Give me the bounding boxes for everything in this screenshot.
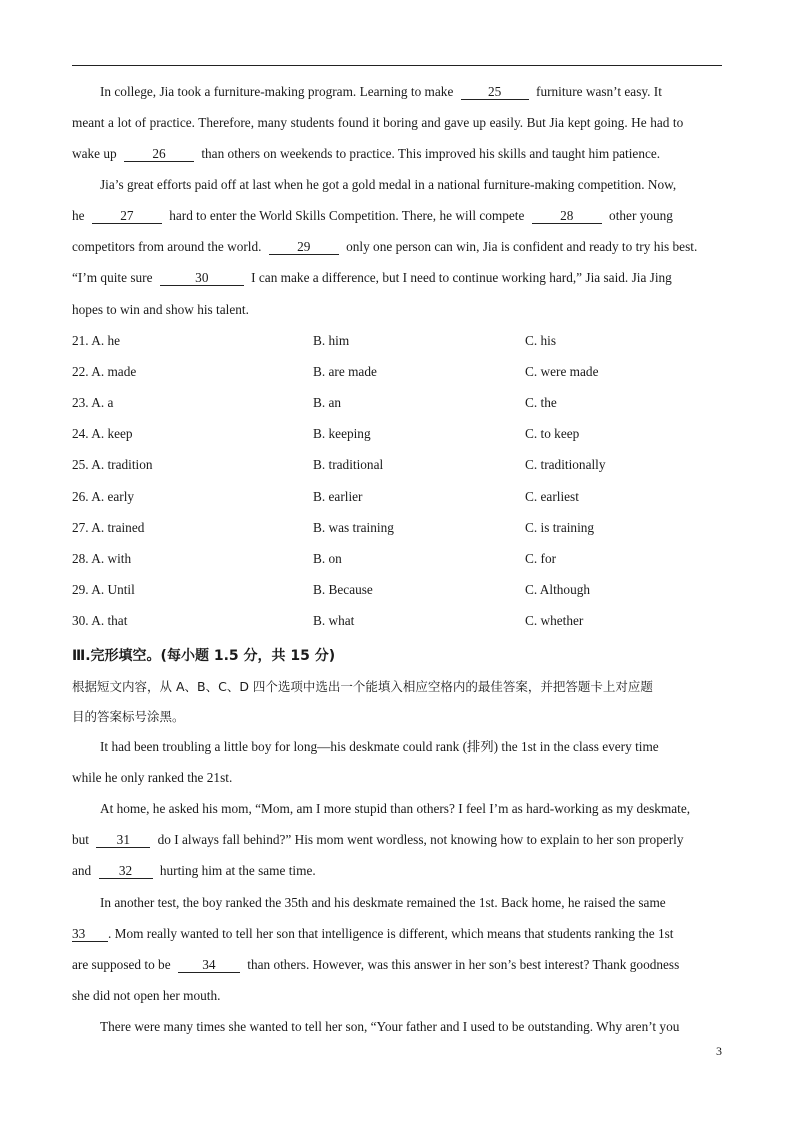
option-a[interactable]: 22. A. made [72, 364, 137, 379]
option-c[interactable]: C. the [525, 395, 557, 410]
blank-27[interactable]: 27 [92, 209, 162, 224]
option-c[interactable]: C. whether [525, 613, 584, 628]
option-b[interactable]: B. are made [313, 364, 377, 379]
header-rule [72, 65, 722, 66]
option-c[interactable]: C. to keep [525, 426, 580, 441]
passage2-line: but 31 do I always fall behind?” His mom went wordless, not knowing how to explain to her son properly [72, 832, 684, 847]
passage2-line: while he only ranked the 21st. [72, 770, 233, 785]
blank-32[interactable]: 32 [99, 864, 153, 879]
option-c[interactable]: C. for [525, 551, 557, 566]
option-c[interactable]: C. his [525, 333, 557, 348]
passage2-line: In another test, the boy ranked the 35th and his deskmate remained the 1st. Back home, he raised the same [100, 895, 666, 910]
option-a[interactable]: 29. A. Until [72, 582, 135, 597]
option-a[interactable]: 21. A. he [72, 333, 121, 348]
section-instructions: 根据短文内容，从 A、B、C、D 四个选项中选出一个能填入相应空格内的最佳答案，并把答题卡上对应题 [72, 679, 653, 694]
option-a[interactable]: 28. A. with [72, 551, 132, 566]
passage1-line: wake up 26 than others on weekends to practice. This improved his skills and taught him patience. [72, 146, 661, 161]
option-a[interactable]: 24. A. keep [72, 426, 133, 441]
passage1-line: hopes to win and show his talent. [72, 302, 249, 317]
passage2-line: 33 . Mom really wanted to tell her son that intelligence is different, which means that students ranking the 1st [72, 926, 674, 941]
passage2-line: At home, he asked his mom, “Mom, am I more stupid than others? I feel I’m as hard-working as my deskmate, [100, 801, 691, 816]
option-a[interactable]: 23. A. a [72, 395, 114, 410]
blank-28[interactable]: 28 [532, 209, 602, 224]
option-b[interactable]: B. Because [313, 582, 373, 597]
passage2-line: and 32 hurting him at the same time. [72, 863, 316, 878]
option-a[interactable]: 26. A. early [72, 489, 135, 504]
option-a[interactable]: 25. A. tradition [72, 457, 153, 472]
option-b[interactable]: B. an [313, 395, 342, 410]
option-b[interactable]: B. what [313, 613, 355, 628]
blank-33[interactable]: 33 [72, 927, 108, 942]
option-c[interactable]: C. traditionally [525, 457, 606, 472]
option-c[interactable]: C. earliest [525, 489, 579, 504]
page-number: 3 [716, 1044, 722, 1058]
section-instructions: 目的答案标号涂黑。 [72, 709, 185, 724]
blank-25[interactable]: 25 [461, 85, 529, 100]
option-b[interactable]: B. on [313, 551, 342, 566]
passage2-line: It had been troubling a little boy for long—his deskmate could rank (排列) the 1st in the class every time [100, 739, 659, 754]
blank-29[interactable]: 29 [269, 240, 339, 255]
option-b[interactable]: B. earlier [313, 489, 363, 504]
passage2-line: are supposed to be 34 than others. However, was this answer in her son’s best interest? Thank goodness [72, 957, 680, 972]
option-b[interactable]: B. him [313, 333, 350, 348]
option-c[interactable]: C. were made [525, 364, 599, 379]
section-heading: Ⅲ.完形填空。(每小题 1.5 分，共 15 分) [72, 648, 336, 664]
passage2-line: she did not open her mouth. [72, 988, 221, 1003]
passage1-line: Jia’s great efforts paid off at last when he got a gold medal in a national furniture-making competition. Now, [100, 177, 677, 192]
option-b[interactable]: B. keeping [313, 426, 371, 441]
blank-34[interactable]: 34 [178, 958, 240, 973]
passage2-line: There were many times she wanted to tell her son, “Your father and I used to be outstanding. Why aren’t you [100, 1019, 680, 1034]
blank-26[interactable]: 26 [124, 147, 194, 162]
passage1-line: he 27 hard to enter the World Skills Competition. There, he will compete 28 other young [72, 208, 673, 223]
option-a[interactable]: 30. A. that [72, 613, 128, 628]
passage1-line: competitors from around the world. 29 only one person can win, Jia is confident and ready to try his best. [72, 239, 698, 254]
option-b[interactable]: B. was training [313, 520, 394, 535]
option-c[interactable]: C. Although [525, 582, 591, 597]
blank-31[interactable]: 31 [96, 833, 150, 848]
passage1-line: meant a lot of practice. Therefore, many students found it boring and gave up easily. But Jia kept going. He had to [72, 115, 684, 130]
passage1-line: “I’m quite sure 30 I can make a difference, but I need to continue working hard,” Jia said. Jia Jing [72, 270, 672, 285]
option-b[interactable]: B. traditional [313, 457, 384, 472]
passage1-line: In college, Jia took a furniture-making program. Learning to make 25 furniture wasn’t easy. It [100, 84, 662, 99]
option-a[interactable]: 27. A. trained [72, 520, 145, 535]
blank-30[interactable]: 30 [160, 271, 244, 286]
option-c[interactable]: C. is training [525, 520, 595, 535]
